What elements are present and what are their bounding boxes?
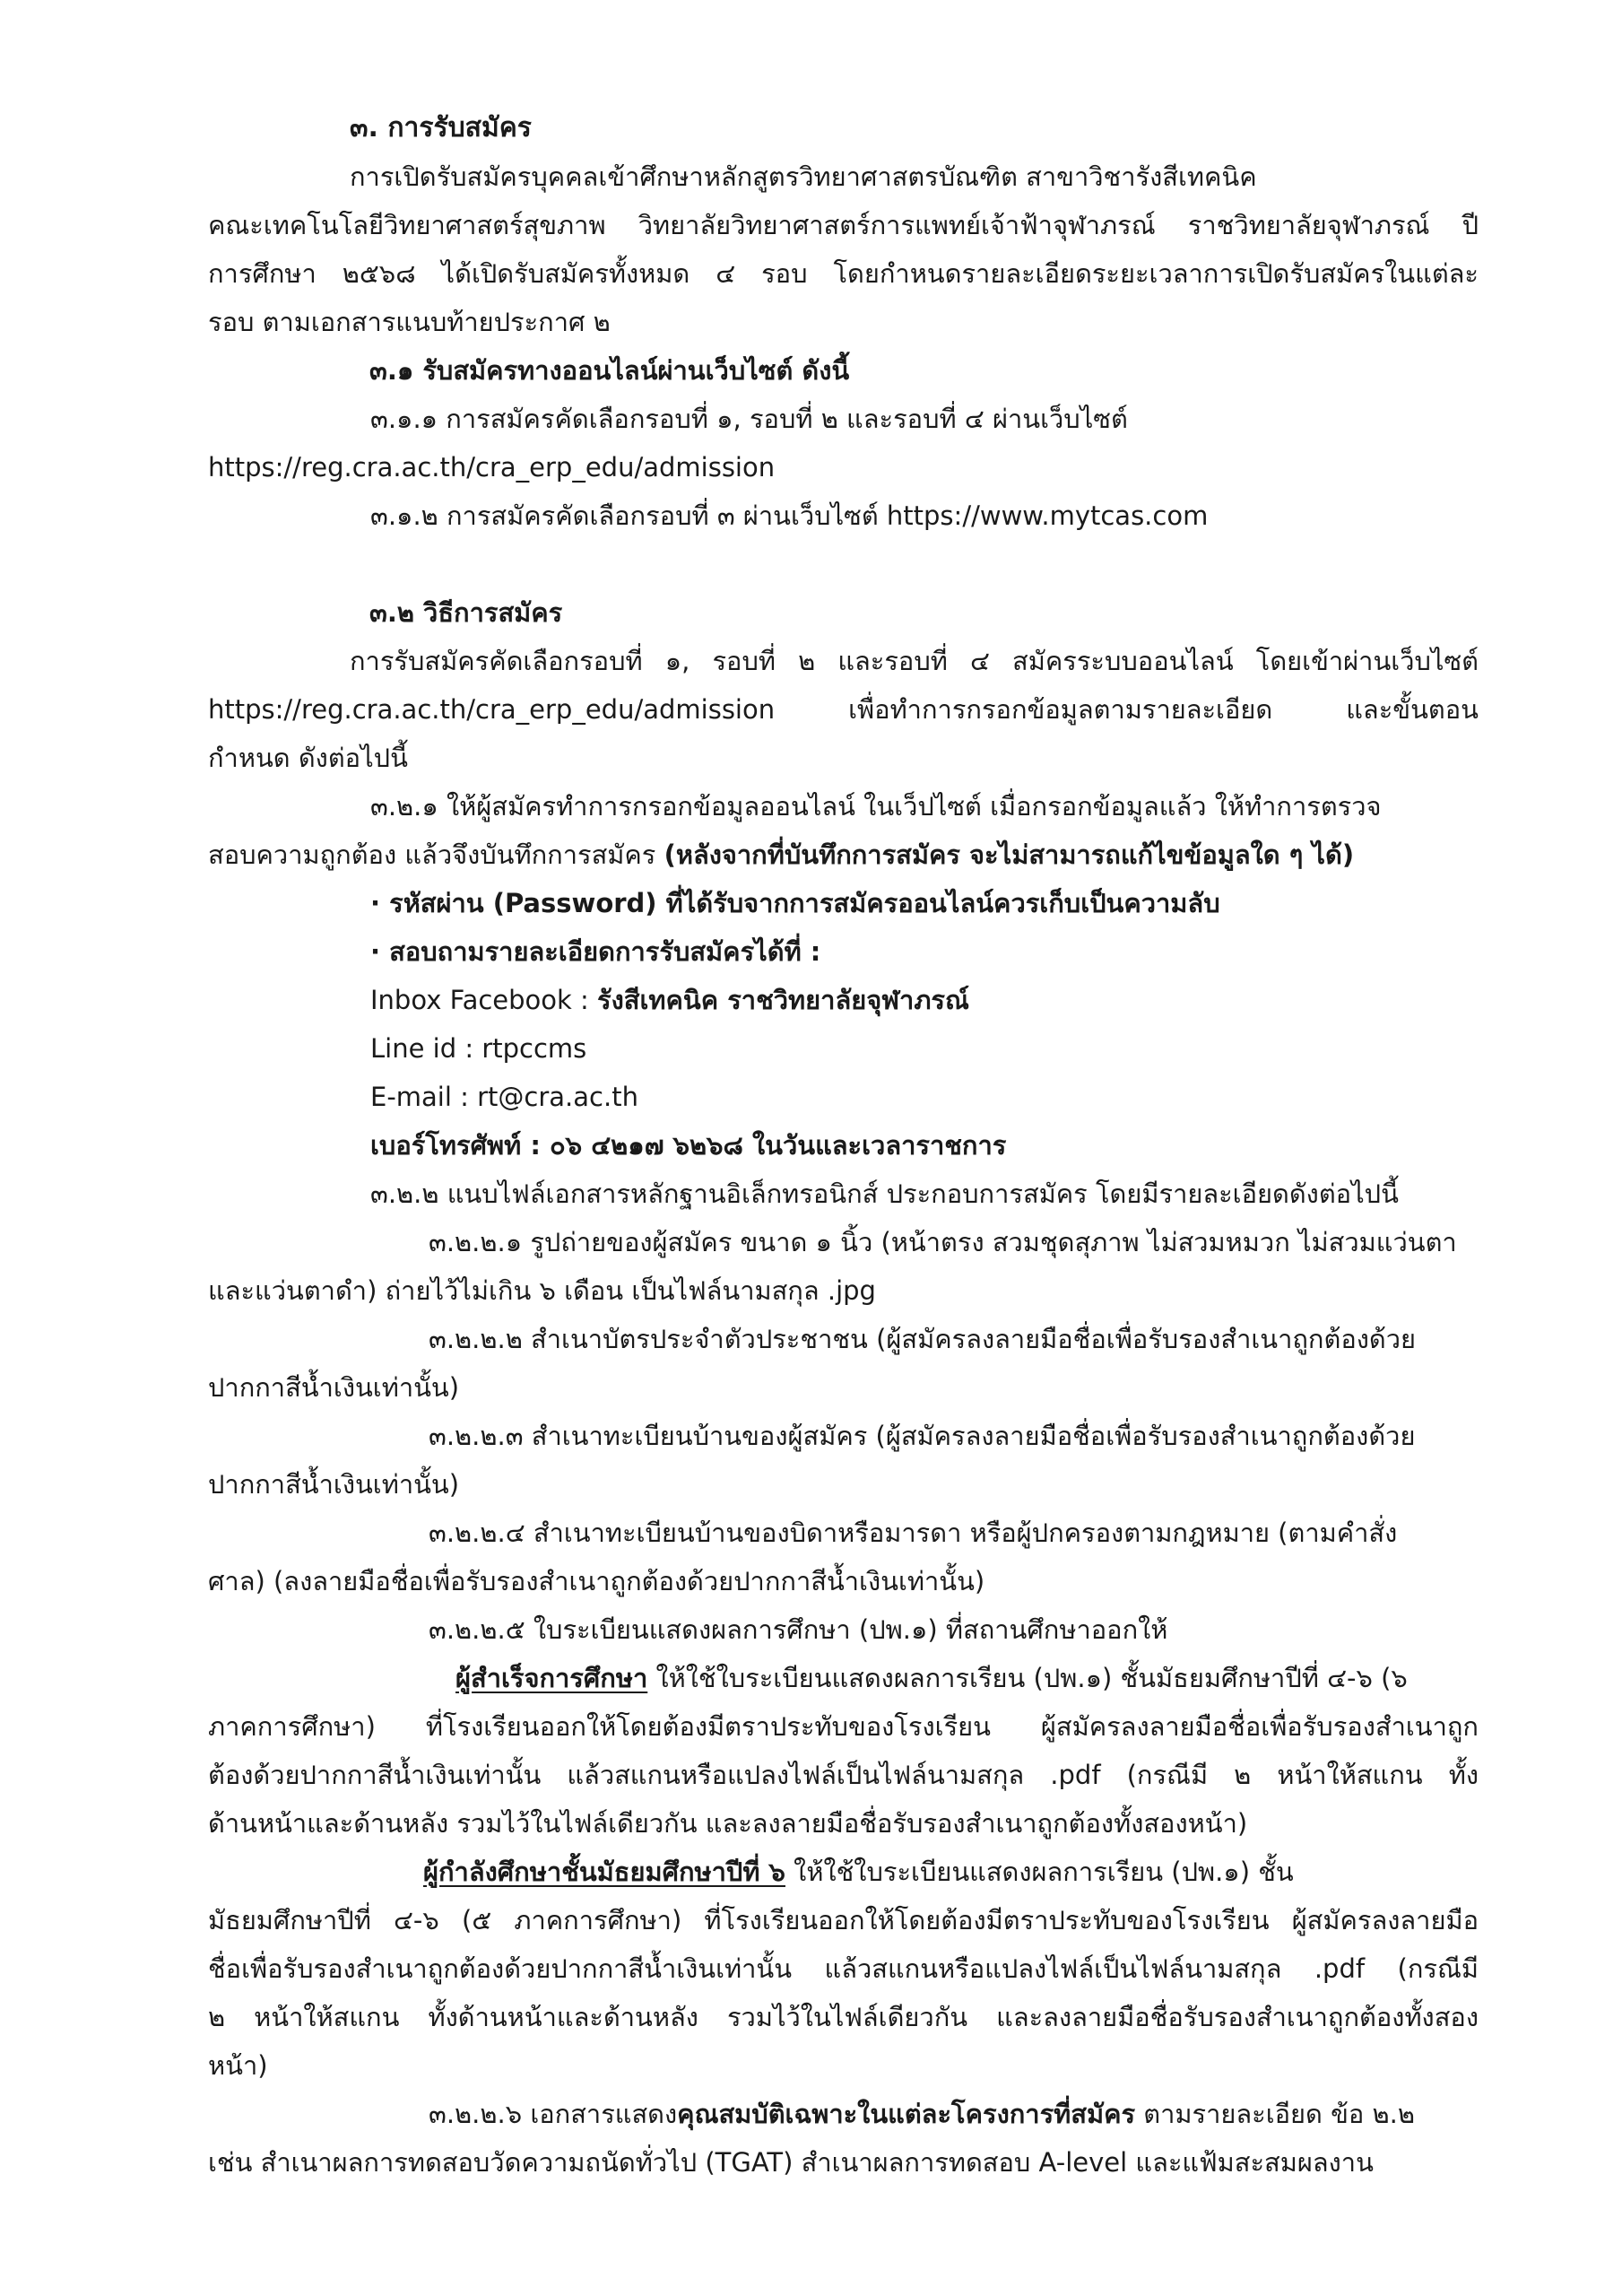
- paragraph-line: การรับสมัครคัดเลือกรอบที่ ๑, รอบที่ ๒ และรอบที่ ๔ สมัครระบบออนไลน์ โดยเข้าผ่านเว็บไซต์: [350, 646, 1479, 676]
- doc-item-4-cont: ศาล) (ลงลายมือชื่อเพื่อรับรองสำเนาถูกต้องด้วยปากกาสีน้ำเงินเท่านั้น): [208, 1566, 985, 1596]
- doc-item-4: ๓.๒.๒.๔ สำเนาทะเบียนบ้านของบิดาหรือมารดา หรือผู้ปกครองตามกฎหมาย (ตามคำสั่ง: [429, 1518, 1398, 1548]
- phone-value: : ๐๖ ๔๒๑๗ ๖๒๖๘ ในวันและเวลาราชการ: [521, 1130, 1007, 1161]
- item-3-1-1-url: https://reg.cra.ac.th/cra_erp_edu/admission: [208, 452, 776, 483]
- facebook-value: รังสีเทคนิค ราชวิทยาลัยจุฬาภรณ์: [597, 985, 969, 1015]
- doc-item-6-cont: เช่น สำเนาผลการทดสอบวัดความถนัดทั่วไป (TGAT) สำเนาผลการทดสอบ A-level และแฟ้มสะสมผลงาน: [208, 2147, 1374, 2178]
- facebook-label: Inbox Facebook :: [370, 985, 598, 1015]
- paragraph-line: ต้องด้วยปากกาสีน้ำเงินเท่านั้น แล้วสแกนหรือแปลงไฟล์เป็นไฟล์นามสกุล .pdf (กรณีมี ๒ หน้าให้สแกน ทั้ง: [208, 1760, 1479, 1790]
- phone-label: เบอร์โทรศัพท์: [370, 1130, 522, 1161]
- doc-item-5: ๓.๒.๒.๕ ใบระเบียนแสดงผลการศึกษา (ปพ.๑) ที่สถานศึกษาออกให้: [429, 1614, 1168, 1645]
- contact-facebook: [370, 976, 1479, 1024]
- item-3-1-2: ๓.๑.๒ การสมัครคัดเลือกรอบที่ ๓ ผ่านเว็บไซต์ https://www.mytcas.com: [370, 500, 1209, 531]
- item-text: สอบความถูกต้อง แล้วจึงบันทึกการสมัคร: [208, 839, 664, 870]
- doc-item-3: ๓.๒.๒.๓ สำเนาทะเบียนบ้านของผู้สมัคร (ผู้สมัครลงลายมือชื่อเพื่อรับรองสำเนาถูกต้องด้วย: [429, 1421, 1416, 1451]
- paragraph-line: หน้า): [208, 2050, 268, 2081]
- bullet-inquiry: · สอบถามรายละเอียดการรับสมัครได้ที่ :: [370, 936, 821, 967]
- paragraph-line: การเปิดรับสมัครบุคคลเข้าศึกษาหลักสูตรวิทยาศาสตรบัณฑิต สาขาวิชารังสีเทคนิค: [350, 161, 1257, 192]
- paragraph-line: รอบ ตามเอกสารแนบท้ายประกาศ ๒: [208, 307, 611, 337]
- graduate-label: ผู้สำเร็จการศึกษา: [455, 1663, 648, 1693]
- section-3-heading: ๓. การรับสมัคร: [350, 112, 532, 144]
- doc-item-2: ๓.๒.๒.๒ สำเนาบัตรประจำตัวประชาชน (ผู้สมัครลงลายมือชื่อเพื่อรับรองสำเนาถูกต้องด้วย: [429, 1324, 1417, 1354]
- contact-email: E-mail : rt@cra.ac.th: [370, 1082, 638, 1112]
- warning-text: (หลังจากที่บันทึกการสมัคร จะไม่สามารถแก้ไขข้อมูลใด ๆ ได้): [664, 839, 1355, 870]
- paragraph-line: คณะเทคโนโลยีวิทยาศาสตร์สุขภาพ วิทยาลัยวิทยาศาสตร์การแพทย์เจ้าฟ้าจุฬาภรณ์ ราชวิทยาลัยจุฬาภรณ์ ปี: [208, 210, 1479, 240]
- m6-text: ให้ใช้ใบระเบียนแสดงผลการเรียน (ปพ.๑) ชั้น: [785, 1857, 1294, 1887]
- paragraph-line: ๒ หน้าให้สแกน ทั้งด้านหน้าและด้านหลัง รวมไว้ในไฟล์เดียวกัน และลงลายมือชื่อรับรองสำเนาถูกต้องทั้งสอง: [208, 2002, 1479, 2032]
- doc-item-1: ๓.๒.๒.๑ รูปถ่ายของผู้สมัคร ขนาด ๑ นิ้ว (หน้าตรง สวมชุดสุภาพ ไม่สวมหมวก ไม่สวมแว่นตา: [429, 1227, 1457, 1257]
- m6-label: ผู้กำลังศึกษาชั้นมัธยมศึกษาปีที่ ๖: [423, 1857, 785, 1887]
- doc-item-6-bold: คุณสมบัติเฉพาะในแต่ละโครงการที่สมัคร: [677, 2099, 1136, 2129]
- item-3-1-1: ๓.๑.๑ การสมัครคัดเลือกรอบที่ ๑, รอบที่ ๒ และรอบที่ ๔ ผ่านเว็บไซต์: [370, 404, 1128, 434]
- doc-item-6-rest: ตามรายละเอียด ข้อ ๒.๒: [1135, 2099, 1416, 2129]
- paragraph-line: https://reg.cra.ac.th/cra_erp_edu/admission เพื่อทำการกรอกข้อมูลตามรายละเอียด และขั้นตอน: [208, 694, 1479, 725]
- paragraph-line: กำหนด ดังต่อไปนี้: [208, 743, 408, 773]
- item-3-2-1: ๓.๒.๑ ให้ผู้สมัครทำการกรอกข้อมูลออนไลน์ ในเว็ปไซต์ เมื่อกรอกข้อมูลแล้ว ให้ทำการตรวจ: [370, 791, 1382, 822]
- paragraph-line: ด้านหน้าและด้านหลัง รวมไว้ในไฟล์เดียวกัน และลงลายมือชื่อรับรองสำเนาถูกต้องทั้งสองหน้า): [208, 1808, 1248, 1839]
- paragraph-line: ชื่อเพื่อรับรองสำเนาถูกต้องด้วยปากกาสีน้ำเงินเท่านั้น แล้วสแกนหรือแปลงไฟล์เป็นไฟล์นามสกุล .pdf (กรณีมี: [208, 1953, 1479, 1984]
- doc-item-1-cont: และแว่นตาดำ) ถ่ายไว้ไม่เกิน ๖ เดือน เป็นไฟล์นามสกุล .jpg: [208, 1275, 876, 1306]
- paragraph-line: การศึกษา ๒๕๖๘ ได้เปิดรับสมัครทั้งหมด ๔ รอบ โดยกำหนดรายละเอียดระยะเวลาการเปิดรับสมัครในแต่ละ: [208, 258, 1479, 289]
- paragraph-line: มัธยมศึกษาปีที่ ๔-๖ (๕ ภาคการศึกษา) ที่โรงเรียนออกให้โดยต้องมีตราประทับของโรงเรียน ผู้สมัครลงลายมือ: [208, 1905, 1479, 1935]
- paragraph-line: ภาคการศึกษา) ที่โรงเรียนออกให้โดยต้องมีตราประทับของโรงเรียน ผู้สมัครลงลายมือชื่อเพื่อรับรองสำเนาถูก: [208, 1711, 1479, 1742]
- doc-item-6: [429, 2090, 1479, 2138]
- doc-item-6-text: ๓.๒.๒.๖ เอกสารแสดง: [429, 2099, 678, 2129]
- graduate-text: ให้ใช้ใบระเบียนแสดงผลการเรียน (ปพ.๑) ชั้นมัธยมศึกษาปีที่ ๔-๖ (๖: [647, 1663, 1408, 1693]
- contact-phone: [370, 1121, 1479, 1170]
- contact-line-id: Line id : rtpccms: [370, 1033, 587, 1064]
- doc-item-3-cont: ปากกาสีน้ำเงินเท่านั้น): [208, 1469, 460, 1500]
- item-3-2-1-cont: [208, 831, 1479, 879]
- section-3-1-heading: ๓.๑ รับสมัครทางออนไลน์ผ่านเว็บไซต์ ดังนี้: [369, 355, 850, 386]
- doc-item-2-cont: ปากกาสีน้ำเงินเท่านั้น): [208, 1372, 460, 1403]
- graduate-paragraph: [455, 1654, 1479, 1702]
- bullet-password: · รหัสผ่าน (Password) ที่ได้รับจากการสมัครออนไลน์ควรเก็บเป็นความลับ: [370, 888, 1220, 918]
- section-3-2-heading: ๓.๒ วิธีการสมัคร: [369, 597, 563, 628]
- item-3-2-2: ๓.๒.๒ แนบไฟล์เอกสารหลักฐานอิเล็กทรอนิกส์ ประกอบการสมัคร โดยมีรายละเอียดดังต่อไปนี้: [370, 1178, 1399, 1209]
- m6-paragraph: [423, 1848, 1479, 1896]
